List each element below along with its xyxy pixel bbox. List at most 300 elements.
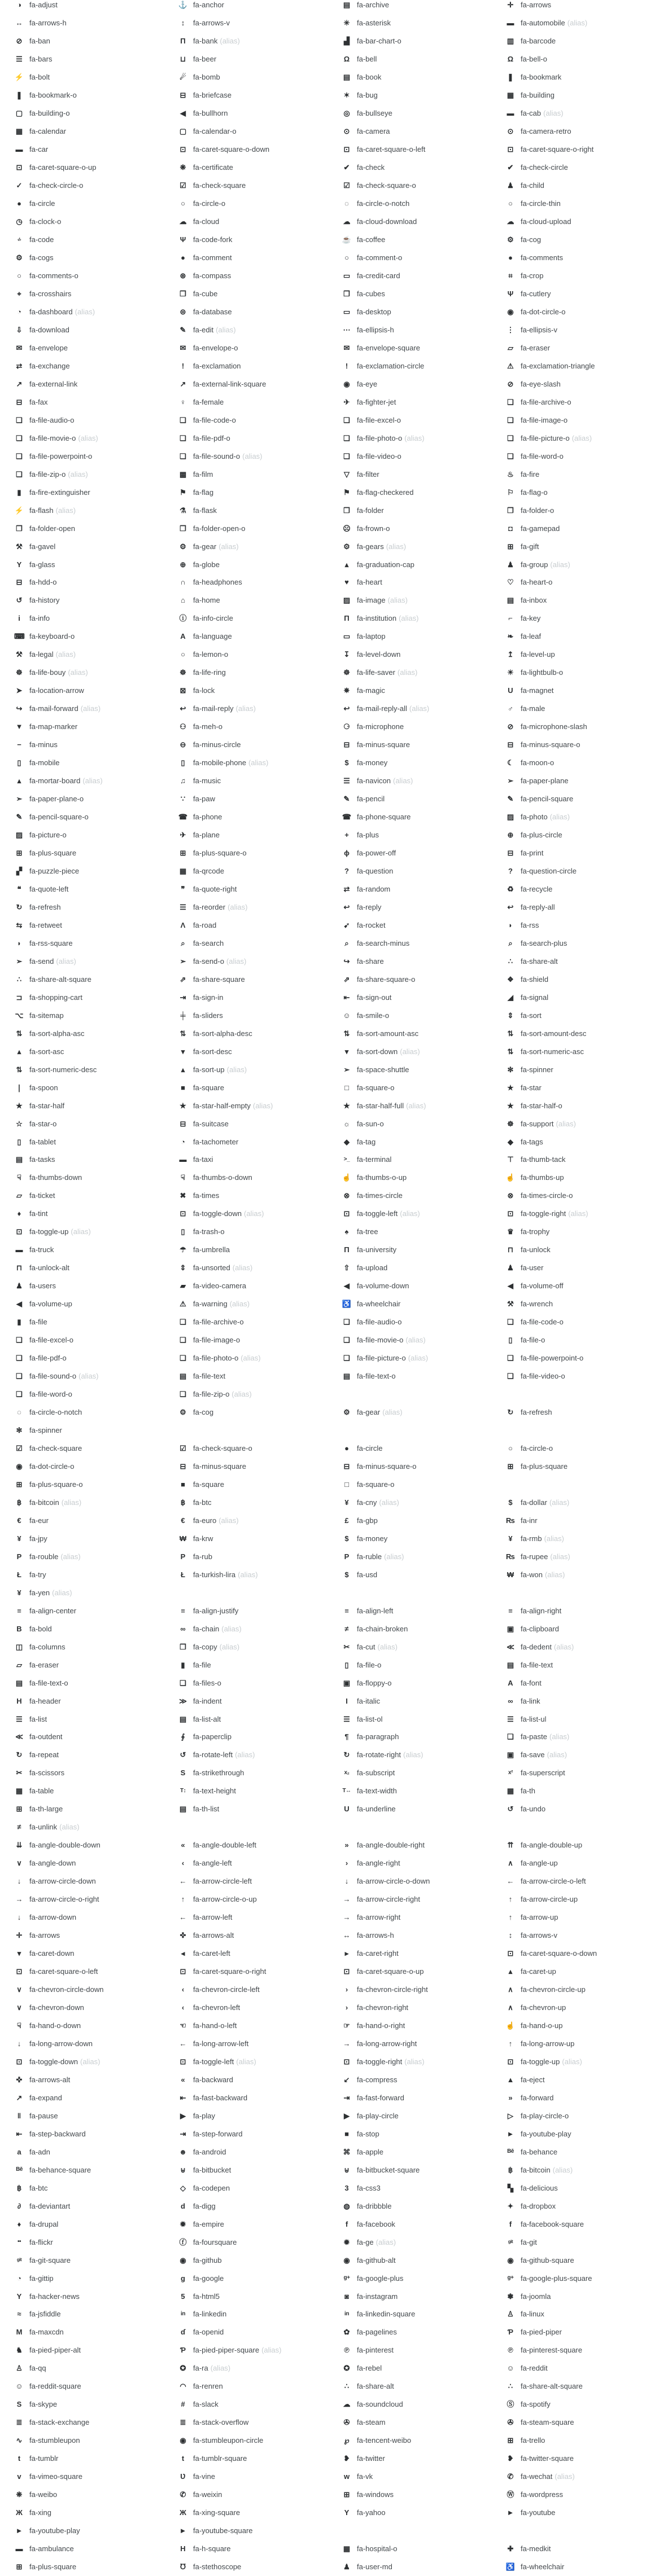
icon-cell[interactable] <box>328 627 491 646</box>
icon-cell[interactable] <box>328 1638 491 1656</box>
icon-cell[interactable] <box>491 1710 655 1728</box>
icon-cell[interactable] <box>328 177 491 195</box>
icon-cell[interactable] <box>328 1692 491 1710</box>
icon-cell[interactable] <box>328 1151 491 1169</box>
icon-cell[interactable] <box>328 375 491 393</box>
icon-cell[interactable] <box>164 2522 328 2540</box>
icon-cell[interactable] <box>164 2179 328 2197</box>
icon-cell[interactable] <box>491 249 655 267</box>
icon-cell[interactable] <box>328 2070 491 2088</box>
icon-cell[interactable] <box>0 916 164 934</box>
icon-cell[interactable] <box>328 2017 491 2035</box>
icon-cell[interactable] <box>491 2017 655 2035</box>
icon-cell[interactable] <box>0 2197 164 2215</box>
icon-cell[interactable] <box>328 122 491 141</box>
icon-cell[interactable] <box>0 2143 164 2161</box>
icon-cell[interactable] <box>164 1440 328 1458</box>
icon-cell[interactable] <box>164 609 328 627</box>
icon-cell[interactable] <box>164 1890 328 1908</box>
icon-cell[interactable] <box>491 573 655 591</box>
icon-cell[interactable] <box>0 1872 164 1890</box>
icon-cell[interactable] <box>0 1908 164 1926</box>
icon-cell[interactable] <box>491 916 655 934</box>
icon-cell[interactable] <box>164 104 328 122</box>
icon-cell[interactable] <box>328 1511 491 1529</box>
icon-cell[interactable] <box>328 808 491 826</box>
icon-cell[interactable] <box>164 465 328 483</box>
icon-cell[interactable] <box>164 790 328 808</box>
icon-cell[interactable] <box>328 1565 491 1583</box>
icon-cell[interactable] <box>164 1385 328 1403</box>
icon-cell[interactable] <box>0 1926 164 1945</box>
icon-cell[interactable] <box>491 2179 655 2197</box>
icon-cell[interactable] <box>328 68 491 86</box>
icon-cell[interactable] <box>0 1583 164 1601</box>
icon-cell[interactable] <box>328 213 491 231</box>
icon-cell[interactable] <box>0 2161 164 2179</box>
icon-cell[interactable] <box>328 1999 491 2017</box>
icon-cell[interactable] <box>491 1601 655 1620</box>
icon-cell[interactable] <box>164 86 328 104</box>
icon-cell[interactable] <box>0 573 164 591</box>
icon-cell[interactable] <box>164 537 328 555</box>
icon-cell[interactable] <box>164 2413 328 2432</box>
icon-cell[interactable] <box>0 627 164 646</box>
icon-cell[interactable] <box>0 86 164 104</box>
icon-cell[interactable] <box>491 646 655 664</box>
icon-cell[interactable] <box>328 1169 491 1187</box>
icon-cell[interactable] <box>328 1764 491 1782</box>
icon-cell[interactable] <box>164 970 328 988</box>
icon-cell[interactable] <box>491 1060 655 1078</box>
icon-cell[interactable] <box>0 1945 164 1963</box>
icon-cell[interactable] <box>164 339 328 357</box>
icon-cell[interactable] <box>0 2269 164 2287</box>
icon-cell[interactable] <box>328 1674 491 1692</box>
icon-cell[interactable] <box>328 2323 491 2341</box>
icon-cell[interactable] <box>164 1800 328 1818</box>
icon-cell[interactable] <box>0 826 164 844</box>
icon-cell[interactable] <box>491 2341 655 2359</box>
icon-cell[interactable] <box>0 1547 164 1565</box>
icon-cell[interactable] <box>491 1349 655 1367</box>
icon-cell[interactable] <box>164 1836 328 1854</box>
icon-cell[interactable] <box>328 1890 491 1908</box>
icon-cell[interactable] <box>164 1457 328 1475</box>
icon-cell[interactable] <box>164 664 328 682</box>
icon-cell[interactable] <box>0 952 164 970</box>
icon-cell[interactable] <box>164 1728 328 1746</box>
icon-cell[interactable] <box>0 2107 164 2125</box>
icon-cell[interactable] <box>164 1710 328 1728</box>
icon-cell[interactable] <box>164 2468 328 2486</box>
icon-cell[interactable] <box>328 1782 491 1800</box>
icon-cell[interactable] <box>328 2395 491 2413</box>
icon-cell[interactable] <box>491 1800 655 1818</box>
icon-cell[interactable] <box>491 1331 655 1349</box>
icon-cell[interactable] <box>164 1133 328 1151</box>
icon-cell[interactable] <box>328 357 491 375</box>
icon-cell[interactable] <box>0 1963 164 1981</box>
icon-cell[interactable] <box>0 339 164 357</box>
icon-cell[interactable] <box>0 1656 164 1674</box>
icon-cell[interactable] <box>0 609 164 627</box>
icon-cell[interactable] <box>164 1331 328 1349</box>
icon-cell[interactable] <box>491 1656 655 1674</box>
icon-cell[interactable] <box>164 249 328 267</box>
icon-cell[interactable] <box>164 213 328 231</box>
icon-cell[interactable] <box>491 1908 655 1926</box>
icon-cell[interactable] <box>164 2052 328 2070</box>
icon-cell[interactable] <box>491 231 655 249</box>
icon-cell[interactable] <box>164 2305 328 2323</box>
icon-cell[interactable] <box>0 1457 164 1475</box>
icon-cell[interactable] <box>164 1475 328 1493</box>
icon-cell[interactable] <box>0 970 164 988</box>
icon-cell[interactable] <box>328 916 491 934</box>
icon-cell[interactable] <box>0 718 164 736</box>
icon-cell[interactable] <box>491 2088 655 2107</box>
icon-cell[interactable] <box>328 302 491 321</box>
icon-cell[interactable] <box>328 141 491 159</box>
icon-cell[interactable] <box>491 393 655 411</box>
icon-cell[interactable] <box>164 2251 328 2269</box>
icon-cell[interactable] <box>164 1565 328 1583</box>
icon-cell[interactable] <box>0 2504 164 2522</box>
icon-cell[interactable] <box>491 1223 655 1241</box>
icon-cell[interactable] <box>164 1114 328 1133</box>
icon-cell[interactable] <box>164 177 328 195</box>
icon-cell[interactable] <box>0 1511 164 1529</box>
icon-cell[interactable] <box>0 411 164 429</box>
icon-cell[interactable] <box>0 1836 164 1854</box>
icon-cell[interactable] <box>164 2034 328 2052</box>
icon-cell[interactable] <box>164 1241 328 1259</box>
icon-cell[interactable] <box>164 2161 328 2179</box>
icon-cell[interactable] <box>328 1529 491 1547</box>
icon-cell[interactable] <box>328 1908 491 1926</box>
icon-cell[interactable] <box>491 1006 655 1024</box>
icon-cell[interactable] <box>491 1945 655 1963</box>
icon-cell[interactable] <box>491 1547 655 1565</box>
icon-cell[interactable] <box>0 1403 164 1421</box>
icon-cell[interactable] <box>0 537 164 555</box>
icon-cell[interactable] <box>0 14 164 32</box>
icon-cell[interactable] <box>491 302 655 321</box>
icon-cell[interactable] <box>0 1295 164 1313</box>
icon-cell[interactable] <box>0 1223 164 1241</box>
icon-cell[interactable] <box>491 2432 655 2450</box>
icon-cell[interactable] <box>164 1601 328 1620</box>
icon-cell[interactable] <box>0 555 164 573</box>
icon-cell[interactable] <box>0 2540 164 2558</box>
icon-cell[interactable] <box>491 1981 655 1999</box>
icon-cell[interactable] <box>328 1096 491 1114</box>
icon-cell[interactable] <box>491 321 655 339</box>
icon-cell[interactable] <box>164 321 328 339</box>
icon-cell[interactable] <box>0 1782 164 1800</box>
icon-cell[interactable] <box>328 1042 491 1060</box>
icon-cell[interactable] <box>0 2341 164 2359</box>
icon-cell[interactable] <box>491 2323 655 2341</box>
icon-cell[interactable] <box>491 195 655 213</box>
icon-cell[interactable] <box>328 2305 491 2323</box>
icon-cell[interactable] <box>164 1042 328 1060</box>
icon-cell[interactable] <box>328 321 491 339</box>
icon-cell[interactable] <box>164 1908 328 1926</box>
icon-cell[interactable] <box>164 736 328 754</box>
icon-cell[interactable] <box>328 772 491 790</box>
icon-cell[interactable] <box>164 862 328 880</box>
icon-cell[interactable] <box>328 1620 491 1638</box>
icon-cell[interactable] <box>164 1764 328 1782</box>
icon-cell[interactable] <box>164 591 328 609</box>
icon-cell[interactable] <box>0 267 164 285</box>
icon-cell[interactable] <box>491 1963 655 1981</box>
icon-cell[interactable] <box>491 898 655 916</box>
icon-cell[interactable] <box>0 664 164 682</box>
icon-cell[interactable] <box>164 1854 328 1872</box>
icon-cell[interactable] <box>491 2287 655 2305</box>
icon-cell[interactable] <box>491 1854 655 1872</box>
icon-cell[interactable] <box>491 772 655 790</box>
icon-cell[interactable] <box>328 249 491 267</box>
icon-cell[interactable] <box>328 2161 491 2179</box>
icon-cell[interactable] <box>491 826 655 844</box>
icon-cell[interactable] <box>491 357 655 375</box>
icon-cell[interactable] <box>0 375 164 393</box>
icon-cell[interactable] <box>491 519 655 537</box>
icon-cell[interactable] <box>328 646 491 664</box>
icon-cell[interactable] <box>164 519 328 537</box>
icon-cell[interactable] <box>164 2323 328 2341</box>
icon-cell[interactable] <box>491 591 655 609</box>
icon-cell[interactable] <box>491 1259 655 1277</box>
icon-cell[interactable] <box>0 1565 164 1583</box>
icon-cell[interactable] <box>0 1096 164 1114</box>
icon-cell[interactable] <box>164 50 328 68</box>
icon-cell[interactable] <box>328 2486 491 2504</box>
icon-cell[interactable] <box>328 682 491 700</box>
icon-cell[interactable] <box>491 1205 655 1223</box>
icon-cell[interactable] <box>164 357 328 375</box>
icon-cell[interactable] <box>164 501 328 519</box>
icon-cell[interactable] <box>0 50 164 68</box>
icon-cell[interactable] <box>0 880 164 898</box>
icon-cell[interactable] <box>491 1529 655 1547</box>
icon-cell[interactable] <box>328 754 491 772</box>
icon-cell[interactable] <box>0 429 164 447</box>
icon-cell[interactable] <box>328 1367 491 1385</box>
icon-cell[interactable] <box>0 1349 164 1367</box>
icon-cell[interactable] <box>328 50 491 68</box>
icon-cell[interactable] <box>164 1638 328 1656</box>
icon-cell[interactable] <box>328 411 491 429</box>
icon-cell[interactable] <box>491 2070 655 2088</box>
icon-cell[interactable] <box>491 2215 655 2233</box>
icon-cell[interactable] <box>0 736 164 754</box>
icon-cell[interactable] <box>491 1890 655 1908</box>
icon-cell[interactable] <box>0 1638 164 1656</box>
icon-cell[interactable] <box>0 646 164 664</box>
icon-cell[interactable] <box>0 159 164 177</box>
icon-cell[interactable] <box>164 2359 328 2377</box>
icon-cell[interactable] <box>0 195 164 213</box>
icon-cell[interactable] <box>491 844 655 862</box>
icon-cell[interactable] <box>0 104 164 122</box>
icon-cell[interactable] <box>0 1042 164 1060</box>
icon-cell[interactable] <box>0 2305 164 2323</box>
icon-cell[interactable] <box>491 790 655 808</box>
icon-cell[interactable] <box>328 2450 491 2468</box>
icon-cell[interactable] <box>491 1674 655 1692</box>
icon-cell[interactable] <box>0 1999 164 2017</box>
icon-cell[interactable] <box>164 141 328 159</box>
icon-cell[interactable] <box>164 1674 328 1692</box>
icon-cell[interactable] <box>164 1313 328 1331</box>
icon-cell[interactable] <box>0 122 164 141</box>
icon-cell[interactable] <box>491 934 655 952</box>
icon-cell[interactable] <box>0 1746 164 1764</box>
icon-cell[interactable] <box>491 2504 655 2522</box>
icon-cell[interactable] <box>328 2504 491 2522</box>
icon-cell[interactable] <box>328 1078 491 1096</box>
icon-cell[interactable] <box>164 429 328 447</box>
icon-cell[interactable] <box>328 1547 491 1565</box>
icon-cell[interactable] <box>328 393 491 411</box>
icon-cell[interactable] <box>491 2486 655 2504</box>
icon-cell[interactable] <box>491 1096 655 1114</box>
icon-cell[interactable] <box>328 519 491 537</box>
icon-cell[interactable] <box>0 1475 164 1493</box>
icon-cell[interactable] <box>164 285 328 303</box>
icon-cell[interactable] <box>0 1710 164 1728</box>
icon-cell[interactable] <box>0 1764 164 1782</box>
icon-cell[interactable] <box>491 2359 655 2377</box>
icon-cell[interactable] <box>328 1024 491 1042</box>
icon-cell[interactable] <box>164 1403 328 1421</box>
icon-cell[interactable] <box>164 122 328 141</box>
icon-cell[interactable] <box>164 916 328 934</box>
icon-cell[interactable] <box>0 2287 164 2305</box>
icon-cell[interactable] <box>328 339 491 357</box>
icon-cell[interactable] <box>0 519 164 537</box>
icon-cell[interactable] <box>491 1620 655 1638</box>
icon-cell[interactable] <box>0 1728 164 1746</box>
icon-cell[interactable] <box>0 1493 164 1511</box>
icon-cell[interactable] <box>0 1169 164 1187</box>
icon-cell[interactable] <box>164 826 328 844</box>
icon-cell[interactable] <box>328 555 491 573</box>
icon-cell[interactable] <box>164 627 328 646</box>
icon-cell[interactable] <box>491 682 655 700</box>
icon-cell[interactable] <box>491 1746 655 1764</box>
icon-cell[interactable] <box>164 1547 328 1565</box>
icon-cell[interactable] <box>0 501 164 519</box>
icon-cell[interactable] <box>328 2179 491 2197</box>
icon-cell[interactable] <box>328 501 491 519</box>
icon-cell[interactable] <box>0 1114 164 1133</box>
icon-cell[interactable] <box>328 1349 491 1367</box>
icon-cell[interactable] <box>0 1818 164 1836</box>
icon-cell[interactable] <box>328 2034 491 2052</box>
icon-cell[interactable] <box>0 2070 164 2088</box>
icon-cell[interactable] <box>0 2017 164 2035</box>
icon-cell[interactable] <box>491 411 655 429</box>
icon-cell[interactable] <box>491 429 655 447</box>
icon-cell[interactable] <box>491 2468 655 2486</box>
icon-cell[interactable] <box>491 0 655 14</box>
icon-cell[interactable] <box>491 177 655 195</box>
icon-cell[interactable] <box>491 32 655 50</box>
icon-cell[interactable] <box>164 1981 328 1999</box>
icon-cell[interactable] <box>0 1385 164 1403</box>
icon-cell[interactable] <box>491 627 655 646</box>
icon-cell[interactable] <box>164 1277 328 1295</box>
icon-cell[interactable] <box>328 2251 491 2269</box>
icon-cell[interactable] <box>328 1728 491 1746</box>
icon-cell[interactable] <box>328 1493 491 1511</box>
icon-cell[interactable] <box>491 1078 655 1096</box>
icon-cell[interactable] <box>328 2432 491 2450</box>
icon-cell[interactable] <box>0 1006 164 1024</box>
icon-cell[interactable] <box>0 1024 164 1042</box>
icon-cell[interactable] <box>328 664 491 682</box>
icon-cell[interactable] <box>164 1692 328 1710</box>
icon-cell[interactable] <box>491 2540 655 2558</box>
icon-cell[interactable] <box>328 1872 491 1890</box>
icon-cell[interactable] <box>164 898 328 916</box>
icon-cell[interactable] <box>164 2088 328 2107</box>
icon-cell[interactable] <box>491 86 655 104</box>
icon-cell[interactable] <box>0 682 164 700</box>
icon-cell[interactable] <box>491 2269 655 2287</box>
icon-cell[interactable] <box>328 1313 491 1331</box>
icon-cell[interactable] <box>0 231 164 249</box>
icon-cell[interactable] <box>0 68 164 86</box>
icon-cell[interactable] <box>491 1457 655 1475</box>
icon-cell[interactable] <box>491 1638 655 1656</box>
icon-cell[interactable] <box>491 2197 655 2215</box>
icon-cell[interactable] <box>0 1331 164 1349</box>
icon-cell[interactable] <box>164 2341 328 2359</box>
icon-cell[interactable] <box>164 1872 328 1890</box>
icon-cell[interactable] <box>491 664 655 682</box>
icon-cell[interactable] <box>491 700 655 718</box>
icon-cell[interactable] <box>491 2450 655 2468</box>
icon-cell[interactable] <box>328 2468 491 2486</box>
icon-cell[interactable] <box>491 1042 655 1060</box>
icon-cell[interactable] <box>328 2377 491 2395</box>
icon-cell[interactable] <box>164 1024 328 1042</box>
icon-cell[interactable] <box>328 970 491 988</box>
icon-cell[interactable] <box>328 465 491 483</box>
icon-cell[interactable] <box>164 952 328 970</box>
icon-cell[interactable] <box>328 0 491 14</box>
icon-cell[interactable] <box>0 2233 164 2251</box>
icon-cell[interactable] <box>0 1529 164 1547</box>
icon-cell[interactable] <box>491 1169 655 1187</box>
icon-cell[interactable] <box>0 357 164 375</box>
icon-cell[interactable] <box>328 1295 491 1313</box>
icon-cell[interactable] <box>328 285 491 303</box>
icon-cell[interactable] <box>164 2450 328 2468</box>
icon-cell[interactable] <box>0 177 164 195</box>
icon-cell[interactable] <box>491 285 655 303</box>
icon-cell[interactable] <box>0 2377 164 2395</box>
icon-cell[interactable] <box>328 2125 491 2143</box>
icon-cell[interactable] <box>491 2052 655 2070</box>
